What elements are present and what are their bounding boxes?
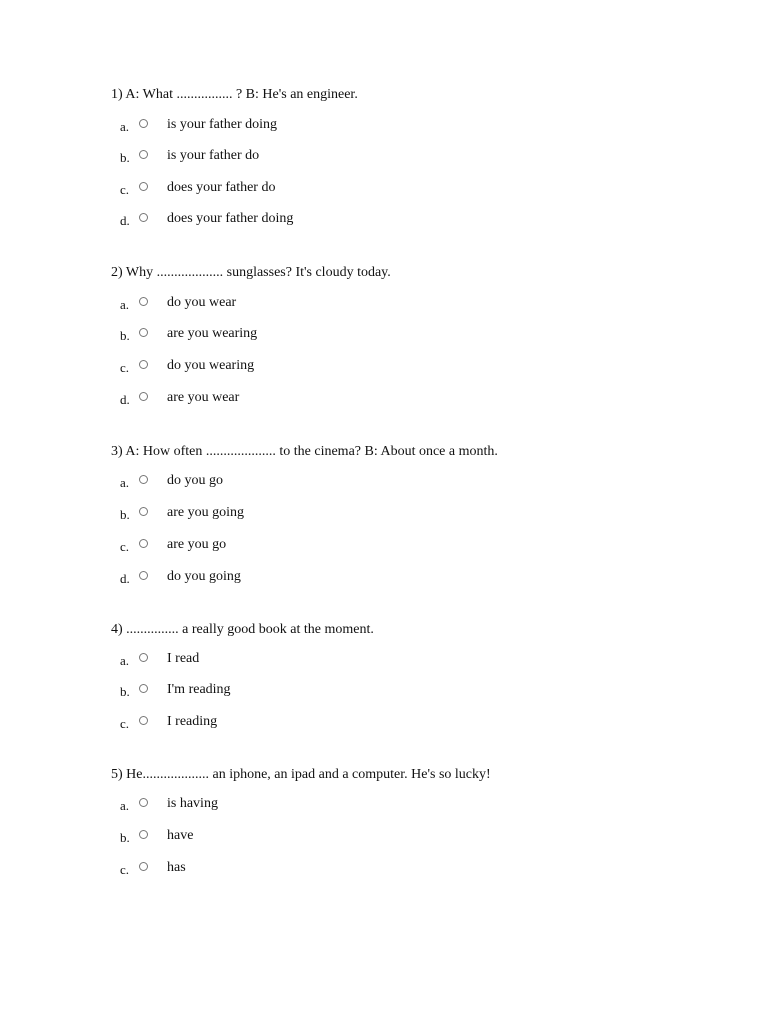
option-letter: c. (120, 862, 130, 877)
option-1c[interactable] (0, 179, 768, 199)
option-text: are you wearing (167, 326, 258, 341)
option-2a[interactable] (0, 294, 768, 314)
option-3a[interactable] (0, 472, 768, 492)
question-text: 3) A: How often .................... to the cinema? B: About once a month. (111, 444, 498, 459)
option-letter: a. (120, 119, 130, 134)
radio-button[interactable] (139, 328, 148, 337)
option-text: do you go (167, 473, 223, 488)
option-5c[interactable] (0, 859, 768, 879)
radio-button[interactable] (139, 653, 148, 662)
option-letter: a. (120, 297, 130, 312)
radio-button[interactable] (139, 119, 148, 128)
option-text: does your father do (167, 180, 276, 195)
radio-button[interactable] (139, 360, 148, 369)
option-text: are you go (167, 537, 227, 552)
radio-button[interactable] (139, 539, 148, 548)
radio-button[interactable] (139, 862, 148, 871)
option-letter: d. (120, 392, 130, 407)
option-letter: b. (120, 328, 130, 343)
option-4b[interactable] (0, 681, 768, 701)
option-text: are you going (167, 505, 244, 520)
option-text: does your father doing (167, 211, 294, 226)
option-text: do you going (167, 569, 241, 584)
option-text: are you wear (167, 390, 240, 405)
radio-button[interactable] (139, 297, 148, 306)
option-text: I read (167, 651, 200, 666)
radio-button[interactable] (139, 475, 148, 484)
option-1a[interactable] (0, 116, 768, 136)
option-3b[interactable] (0, 504, 768, 524)
option-letter: a. (120, 798, 130, 813)
radio-button[interactable] (139, 830, 148, 839)
question-text: 5) He................... an iphone, an ipad and a computer. He's so lucky! (111, 767, 491, 782)
option-2c[interactable] (0, 357, 768, 377)
option-letter: b. (120, 830, 130, 845)
radio-button[interactable] (139, 684, 148, 693)
option-text: I'm reading (167, 682, 231, 697)
option-text: is your father do (167, 148, 260, 163)
option-letter: c. (120, 716, 130, 731)
option-text: is your father doing (167, 117, 278, 132)
radio-button[interactable] (139, 392, 148, 401)
option-text: has (167, 860, 186, 875)
option-text: is having (167, 796, 218, 811)
question-text: 2) Why ................... sunglasses? It's cloudy today. (111, 265, 391, 280)
option-1d[interactable] (0, 210, 768, 230)
option-letter: d. (120, 213, 130, 228)
option-3d[interactable] (0, 568, 768, 588)
option-letter: a. (120, 475, 130, 490)
radio-button[interactable] (139, 798, 148, 807)
question-text: 1) A: What ................ ? B: He's an engineer. (111, 87, 358, 102)
option-4c[interactable] (0, 713, 768, 733)
option-text: do you wearing (167, 358, 255, 373)
question-text: 4) ............... a really good book at the moment. (111, 622, 374, 637)
option-text: I reading (167, 714, 218, 729)
option-letter: c. (120, 539, 130, 554)
option-letter: b. (120, 150, 130, 165)
option-letter: b. (120, 507, 130, 522)
option-5a[interactable] (0, 795, 768, 815)
option-4a[interactable] (0, 650, 768, 670)
option-letter: d. (120, 571, 130, 586)
option-letter: b. (120, 684, 130, 699)
radio-button[interactable] (139, 571, 148, 580)
option-5b[interactable] (0, 827, 768, 847)
option-2b[interactable] (0, 325, 768, 345)
radio-button[interactable] (139, 182, 148, 191)
radio-button[interactable] (139, 716, 148, 725)
option-letter: a. (120, 653, 130, 668)
option-2d[interactable] (0, 389, 768, 409)
option-letter: c. (120, 182, 130, 197)
option-text: have (167, 828, 194, 843)
option-1b[interactable] (0, 147, 768, 167)
radio-button[interactable] (139, 150, 148, 159)
radio-button[interactable] (139, 213, 148, 222)
option-letter: c. (120, 360, 130, 375)
option-text: do you wear (167, 295, 237, 310)
radio-button[interactable] (139, 507, 148, 516)
option-3c[interactable] (0, 536, 768, 556)
